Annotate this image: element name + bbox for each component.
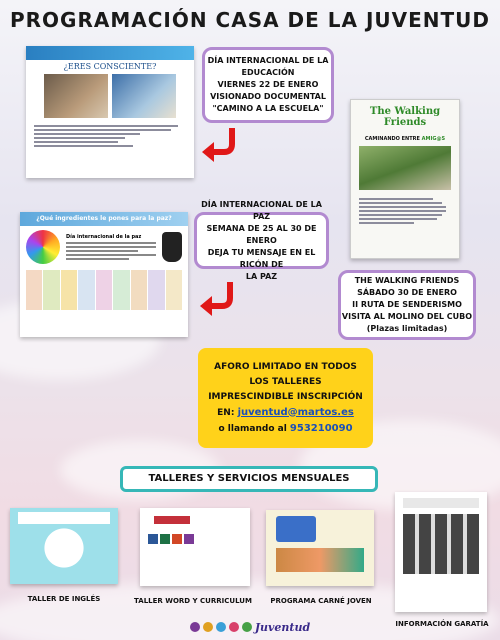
poster-title: The Walking Friends [369, 106, 441, 128]
logo-dot-icon [229, 622, 239, 632]
event-line: DÍA INTERNACIONAL DE LA [207, 56, 329, 65]
poster-text [26, 121, 194, 151]
event-line: EDUCACIÓN [241, 68, 295, 77]
ingredient-columns [20, 268, 188, 312]
photo-child-reading [44, 74, 108, 118]
poster-photo-landscape [359, 146, 451, 190]
notice-line: LOS TALLERES [249, 376, 322, 387]
event-line: "CAMINO A LA ESCUELA" [212, 104, 324, 113]
logo-dot-icon [203, 622, 213, 632]
poster-text [351, 194, 459, 228]
youth-card-poster[interactable] [266, 510, 374, 586]
youth-card-icon [276, 516, 316, 542]
logo-dot-icon [216, 622, 226, 632]
event-line: II RUTA DE SENDERISMO [352, 300, 462, 309]
event-line: DÍA INTERNACIONAL DE LA PAZ [201, 199, 322, 221]
walking-friends-poster[interactable] [350, 99, 460, 259]
event-line: SÁBADO 30 DE ENERO [357, 288, 457, 297]
event-walking-box [338, 270, 476, 340]
poster-graphic [20, 528, 108, 568]
event-line: LA PAZ [245, 271, 278, 281]
curved-arrow-icon [198, 126, 240, 162]
notice-email-line: EN: juventud@martos.es [217, 406, 354, 418]
word-workshop-poster[interactable] [140, 508, 250, 586]
event-line: (Plazas limitadas) [366, 324, 448, 333]
brand-text: Juventud [254, 620, 311, 634]
page-title: PROGRAMACIÓN CASA DE LA JUVENTUD [9, 8, 491, 32]
photo-child-laptop [112, 74, 176, 118]
poster-header [403, 498, 479, 508]
event-line: SEMANA DE 25 AL 30 DE ENERO [206, 223, 317, 245]
event-line: VISITA AL MOLINO DEL CUBO [341, 312, 473, 321]
poster-header [18, 512, 110, 524]
registration-notice [198, 348, 373, 448]
poster-body [20, 226, 188, 268]
peace-poster[interactable] [20, 212, 188, 337]
info-point-poster[interactable] [395, 492, 487, 612]
section-title: TALLERES Y SERVICIOS MENSUALES [120, 466, 378, 492]
notice-phone-line: o llamando al 953210090 [218, 422, 353, 434]
logo-dot-icon [190, 622, 200, 632]
peace-hand-icon [162, 232, 182, 262]
workshop-caption: TALLER DE INGLÉS [27, 595, 101, 603]
event-education-box [202, 47, 334, 123]
event-line: VISIONADO DOCUMENTAL [210, 92, 326, 101]
event-line: THE WALKING FRIENDS [354, 276, 460, 285]
notice-line: AFORO LIMITADO EN TODOS [214, 361, 357, 372]
poster-subtitle: CAMINANDO ENTRE AMIG@S [364, 136, 446, 142]
logo-dot-icon [242, 622, 252, 632]
event-line: DEJA TU MENSAJE EN EL RICÓN DE [207, 247, 316, 269]
event-peace-box [194, 199, 329, 281]
email-link[interactable]: juventud@martos.es [237, 406, 354, 418]
phone-number[interactable]: 953210090 [289, 422, 353, 434]
workshop-caption: INFORMACIÓN GARATÍA [395, 620, 489, 628]
notice-line: IMPRESCINDIBLE INSCRIPCIÓN [208, 391, 363, 402]
office-logo-icon [154, 516, 190, 524]
footer-logo [180, 618, 320, 636]
english-workshop-poster[interactable] [10, 508, 118, 584]
poster-question: ¿ERES CONSCIENTE? [63, 62, 157, 71]
peace-symbol-icon [26, 230, 60, 264]
poster-header: ¿Qué ingredientes le pones para la paz? [20, 212, 188, 226]
curved-arrow-icon [196, 280, 238, 316]
education-poster[interactable] [26, 46, 194, 178]
event-line: VIERNES 22 DE ENERO [217, 80, 319, 89]
poster-photos [26, 71, 194, 121]
poster-graphic [276, 548, 364, 572]
office-app-icons [148, 534, 242, 544]
workshop-caption: TALLER WORD Y CURRICULUM [134, 597, 252, 605]
question-marks-graphic [403, 514, 479, 574]
poster-header-bar [26, 46, 194, 60]
workshop-caption: PROGRAMA CARNÉ JOVEN [270, 597, 372, 605]
poster-subtitle: Día internacional de la paz [66, 234, 142, 240]
